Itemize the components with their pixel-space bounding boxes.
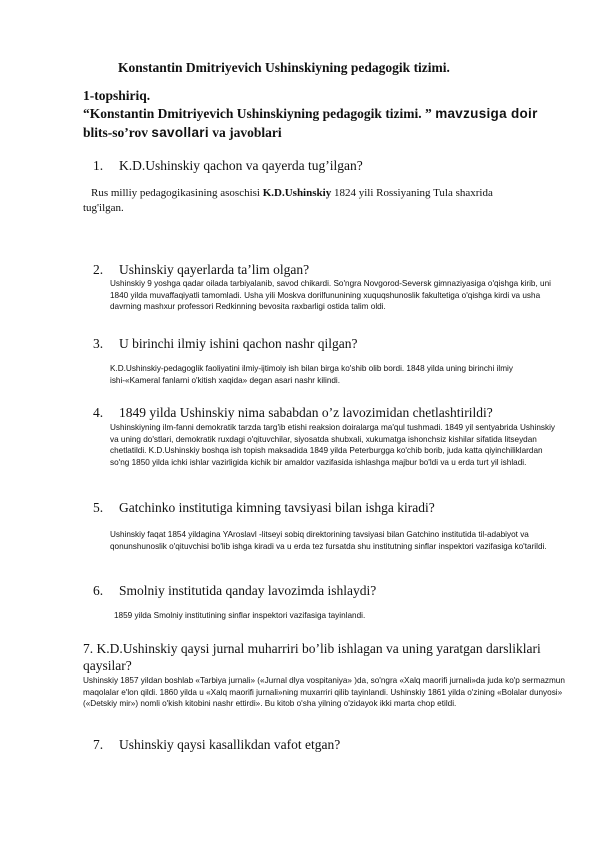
answer-1 — [83, 186, 523, 216]
answer-text: 1824 yili Rossiyaning Tula shaxrida tug'ilgan. — [83, 187, 493, 214]
question-number: 4. — [93, 405, 104, 420]
question-text: 1849 yilda Ushinskiy nima sababdan o’z lavozimidan chetlashtirildi? — [119, 405, 493, 420]
question-number: 7. — [93, 737, 104, 752]
question-text: Smolniy institutida qanday lavozimda ishlaydi? — [119, 583, 377, 598]
question-number: 1. — [93, 158, 104, 173]
question-text: Gatchinko institutiga kimning tavsiyasi bilan ishga kiradi? — [119, 500, 435, 515]
question-text: U birinchi ilmiy ishini qachon nashr qilgan? — [119, 336, 358, 351]
question-6 — [93, 583, 376, 599]
answer-bold-name: K.D.Ushinskiy — [262, 187, 332, 199]
answer-7: Ushinskiy 1857 yildan boshlab «Tarbiya jurnali» («Jurnal dlya vospitaniya» )da, so'ngra «Xalq maorifi jurnali»da juda ko'p sermazmun maqolalar e'lon qildi. 1860 yilda u «Xalq maorifi jurnali»ning muxarriri qilib tayinlandi. Ushinskiy 1861 yilda o'zining «Bolalar dunyosi» («Detskiy mir») nomli o'kish kitobini nashr ettirdi». Bu kitob o'sha yilning o'zidayok ikki marta chop etildi. — [83, 676, 565, 709]
question-5 — [93, 500, 435, 516]
question-3 — [93, 336, 357, 352]
question-4 — [93, 405, 493, 421]
question-number: 6. — [93, 583, 104, 598]
answer-5: Ushinskiy faqat 1854 yildagina YAroslavl -litseyi sobiq direktorining tavsiyasi bilan Gatchino institutida til-adabiyot va qonunshunoslik o'qituvchisi bo'lib ishga kiradi va u erda tez fursatda shu institutning sinflar inspektori vazifasiga ko'tarildi. — [110, 530, 547, 551]
task-subtitle — [83, 104, 553, 142]
subtitle-part-4: savollari — [151, 125, 209, 140]
question-number: 3. — [93, 336, 104, 351]
subtitle-part-1: “Konstantin Dmitriyevich Ushinskiyning pedagogik tizimi. ” — [83, 106, 436, 121]
answer-2: Ushinskiy 9 yoshga qadar oilada tarbiyalanib, savod chikardi. So'ngra Novgorod-Seversk gimnaziyasiga o'qishga kirib, uni 1840 yilda muvaffaqiyatli tamomladi. Usha yili Moskva dorilfununining xuquqshunoslik fakultetiga o'qishga kirdi va usha davrning mashxur professori Redkinning bevosita raxbarligi ostida talim oldi. — [110, 279, 551, 312]
question-text: Ushinskiy qayerlarda ta’lim olgan? — [119, 262, 310, 277]
answer-4: Ushinskiyning ilm-fanni demokratik tarzda targ'ib etishi reaksion doiralarga ma'qul tushmadi. 1849 yil sentyabrida Ushinskiy va uning do'stlari, demokratik ruxdagi o'qituvchilar, siyosatda shubxali, xukumatga ishonchsiz kishilar sifatida litseydan chetlatildi. K.D.Ushinskiy boshqa ish topish maksadida 1849 yilda Peterburgga ko'chib borib, juda katta qiyinchiliklardan so'ng 1850 yilda ichki ishlar vazirligida kichik bir amaldor vazifasida ishlashga majbur bo'ldi va u erda turt yil ishladi. — [110, 423, 556, 467]
question-1 — [93, 158, 363, 174]
question-text: Ushinskiy qaysi kasallikdan vafot etgan? — [119, 737, 341, 752]
subtitle-part-3: blits-so’rov — [83, 125, 152, 140]
answer-text: Rus milliy pedagogikasining asoschisi — [91, 187, 263, 199]
subtitle-part-5: va javoblari — [208, 125, 282, 140]
question-8 — [93, 737, 340, 753]
answer-6: 1859 yilda Smolniy institutining sinflar inspektori vazifasiga tayinlandi. — [114, 611, 366, 620]
question-number: 5. — [93, 500, 104, 515]
answer-3: K.D.Ushinskiy-pedagoglik faoliyatini ilmiy-ijtimoiy ish bilan birga ko'shib olib bordi. 1848 yilda uning birinchi ilmiy ishi-«Kameral fanlarni o'kitish xaqida» degan asari nashr kilindi. — [110, 364, 513, 385]
page-title: Konstantin Dmitriyevich Ushinskiyning pedagogik tizimi. — [118, 60, 450, 75]
question-2 — [93, 262, 309, 278]
subtitle-part-2: mavzusiga doir — [435, 106, 538, 121]
question-7-heading: 7. K.D.Ushinskiy qaysi jurnal muharriri bo’lib ishlagan va uning yaratgan darsliklari qaysilar? — [83, 641, 541, 673]
question-text: K.D.Ushinskiy qachon va qayerda tug’ilgan? — [119, 158, 363, 173]
question-number: 2. — [93, 262, 104, 277]
task-label: 1-topshiriq. — [83, 88, 151, 103]
